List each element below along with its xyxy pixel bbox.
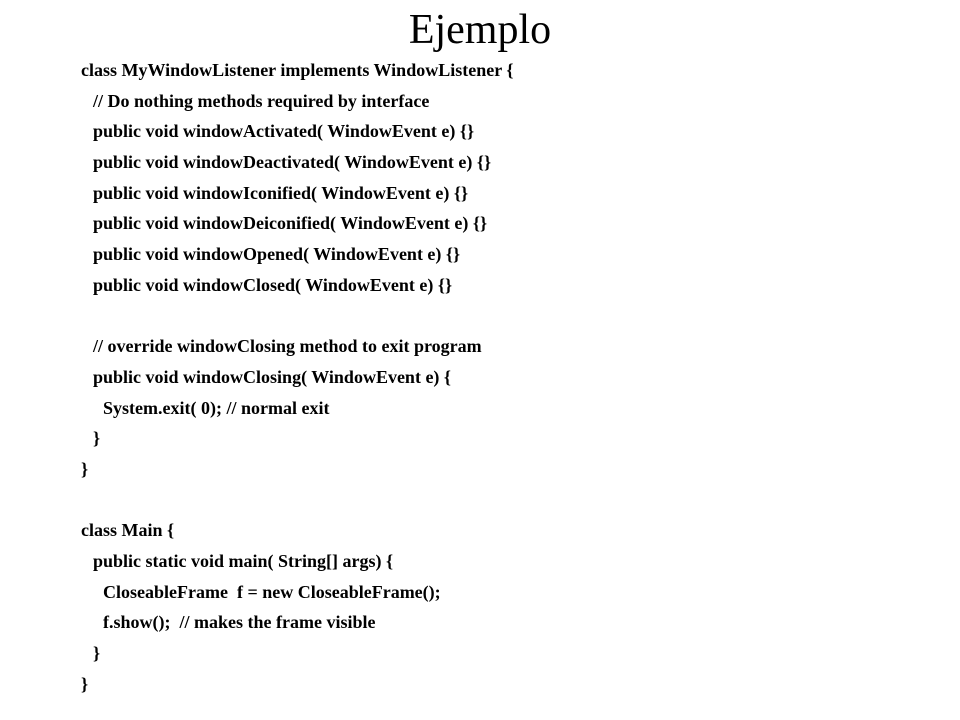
code-block: [81, 55, 941, 699]
code-line: f.show(); // makes the frame visible: [103, 612, 376, 633]
code-line-blank: [81, 301, 941, 332]
code-line: public void windowDeiconified( WindowEvent e) {}: [93, 213, 488, 234]
code-line: public void windowDeactivated( WindowEvent e) {}: [93, 152, 492, 173]
code-line: public static void main( String[] args) {: [93, 551, 394, 571]
code-line: CloseableFrame f = new CloseableFrame();: [103, 581, 441, 602]
code-line: }: [93, 428, 101, 449]
code-line: class Main {: [81, 520, 175, 541]
code-line: class MyWindowListener implements WindowListener {: [81, 60, 514, 80]
code-line: public void windowActivated( WindowEvent e) {}: [93, 121, 475, 142]
code-line: }: [81, 458, 89, 479]
code-line-blank: [81, 485, 941, 516]
code-line: }: [81, 673, 89, 694]
slide-title: Ejemplo: [408, 7, 552, 53]
code-line: System.exit( 0); // normal exit: [103, 397, 330, 418]
code-line: }: [93, 643, 101, 664]
code-line: // Do nothing methods required by interface: [93, 90, 430, 111]
code-line: public void windowIconified( WindowEvent e) {}: [93, 182, 469, 203]
code-line: // override windowClosing method to exit program: [93, 336, 482, 357]
code-line: public void windowClosing( WindowEvent e) {: [93, 366, 452, 387]
code-line: public void windowClosed( WindowEvent e) {}: [93, 274, 453, 295]
code-line: public void windowOpened( WindowEvent e) {}: [93, 244, 461, 265]
